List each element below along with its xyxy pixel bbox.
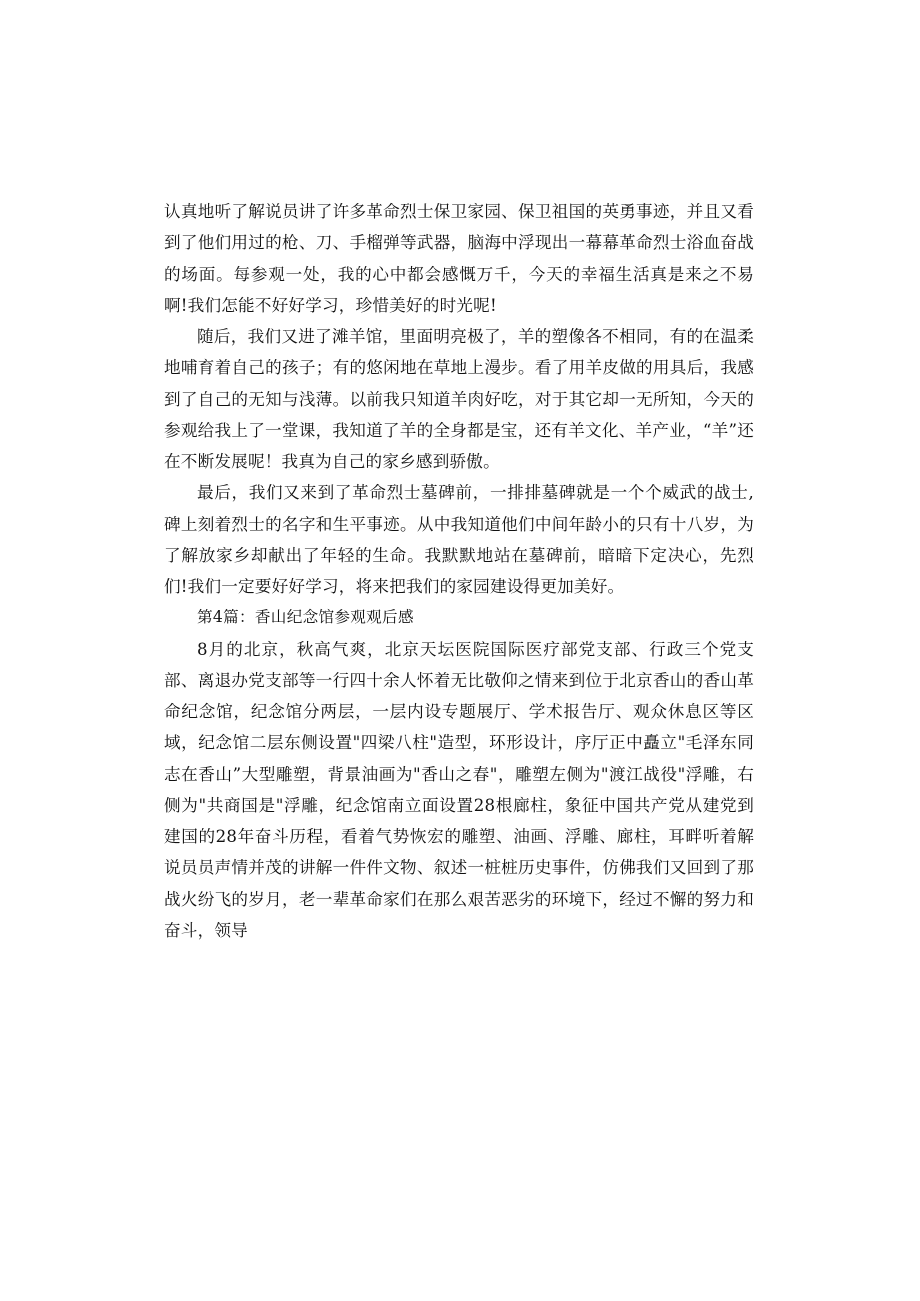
paragraph-continuation: 认真地听了解说员讲了许多革命烈士保卫家园、保卫祖国的英勇事迹，并且又看到了他们用过的枪、刀、手榴弹等武器，脑海中浮现出一幕幕革命烈士浴血奋战的场面。每参观一处，我的心中都会感慨万千，今天的幸福生活真是来之不易啊!我们怎能不好好学习，珍惜美好的时光呢! <box>164 202 754 315</box>
document-body <box>164 196 754 946</box>
paragraph-sheep-hall: 随后，我们又进了滩羊馆，里面明亮极了，羊的塑像各不相同，有的在温柔地哺育着自己的孩子；有的悠闲地在草地上漫步。看了用羊皮做的用具后，我感到了自己的无知与浅薄。以前我只知道羊肉好吃，对于其它却一无所知，今天的参观给我上了一堂课，我知道了羊的全身都是宝，还有羊文化、羊产业，“羊”还在不断发展呢！我真为自己的家乡感到骄傲。 <box>164 327 754 471</box>
section-heading: 第4篇：香山纪念馆参观观后感 <box>197 608 414 627</box>
paragraph-martyr-tombstones: 最后，我们又来到了革命烈士墓碑前，一排排墓碑就是一个个威武的战士,碑上刻着烈士的名字和生平事迹。从中我知道他们中间年龄小的只有十八岁，为了解放家乡却献出了年轻的生命。我默默地站在墓碑前，暗暗下定决心，先烈们!我们一定要好好学习，将来把我们的家园建设得更加美好。 <box>164 483 754 596</box>
paragraph-xiangshan-memorial: 8月的北京，秋高气爽，北京天坛医院国际医疗部党支部、行政三个党支部、离退办党支部等一行四十余人怀着无比敬仰之情来到位于北京香山的香山革命纪念馆，纪念馆分两层，一层内设专题展厅、学术报告厅、观众休息区等区域，纪念馆二层东侧设置"四梁八柱"造型，环形设计，序厅正中矗立"毛泽东同志在香山”大型雕塑，背景油画为"香山之春"，雕塑左侧为"渡江战役"浮雕，右侧为"共商国是"浮雕，纪念馆南立面设置28根廊柱，象征中国共产党从建党到建国的28年奋斗历程，看着气势恢宏的雕塑、油画、浮雕、廊柱，耳畔听着解说员员声情并茂的讲解一件件文物、叙述一桩桩历史事件，仿佛我们又回到了那战火纷飞的岁月，老一辈革命家们在那么艰苦恶劣的环境下，经过不懈的努力和奋斗，领导 <box>164 639 754 940</box>
